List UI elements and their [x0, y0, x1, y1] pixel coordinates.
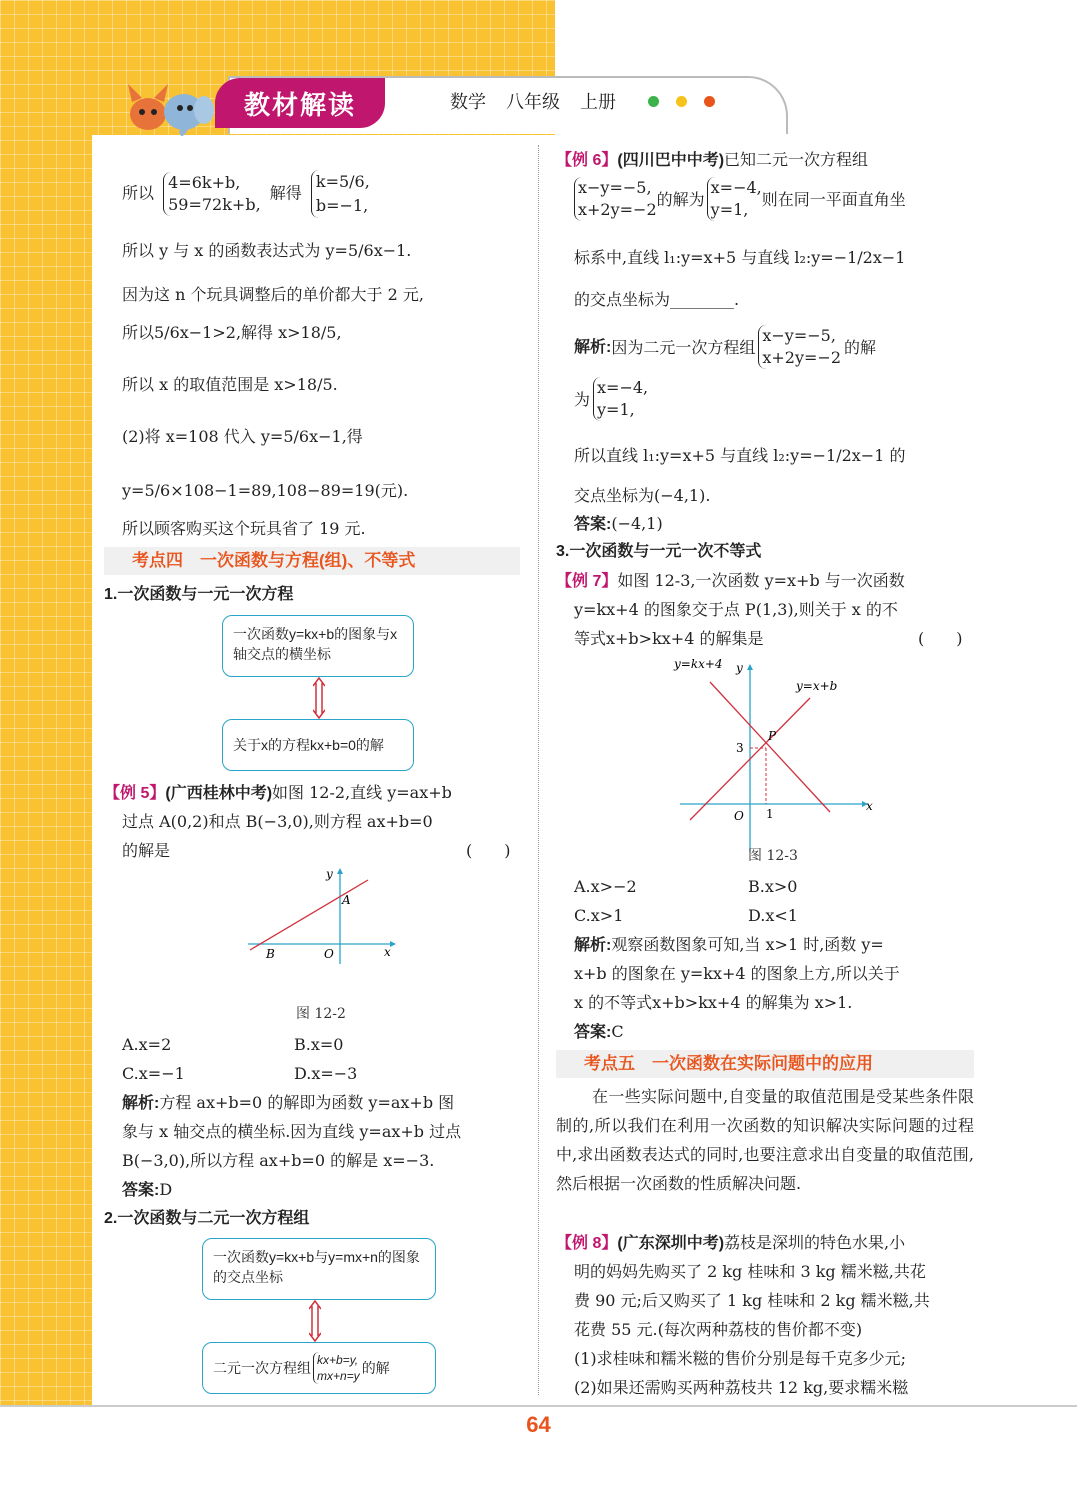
text: 的解为	[656, 189, 705, 209]
tick-1-label: 1	[766, 807, 774, 821]
text: 为	[574, 389, 591, 409]
tick-3-label: 3	[736, 741, 744, 755]
example-5-answer	[104, 1175, 172, 1205]
example-5-analysis-1	[104, 1088, 454, 1118]
red-dot-icon	[704, 96, 715, 107]
example-8-line-2: 明的妈妈先购买了 2 kg 桂味和 3 kg 糯米糍,共花	[574, 1262, 926, 1281]
solution-line-3: 因为这 n 个玩具调整后的单价都大于 2 元,	[122, 285, 424, 304]
subject-label: 数学	[450, 92, 486, 112]
example-5-analysis-3: B(−3,0),所以方程 ax+b=0 的解是 x=−3.	[122, 1151, 435, 1170]
example-7-answer	[556, 1017, 624, 1047]
analysis-label: 解析:	[574, 937, 612, 954]
point-a-label: A	[342, 893, 351, 907]
option-b: B.x>0	[748, 877, 798, 896]
text: 荔枝是深圳的特色水果,小	[724, 1233, 906, 1252]
solution-line-5: 所以 x 的取值范围是 x>18/5.	[122, 375, 338, 394]
yellow-dot-icon	[676, 96, 687, 107]
example-source: (四川巴中中考)	[617, 152, 725, 169]
example-source: (广东深圳中考)	[617, 1235, 725, 1252]
answer-label: 答案:	[574, 516, 612, 533]
figure-12-2	[240, 860, 400, 970]
green-dot-icon	[648, 96, 659, 107]
example-8-question-1: (1)求桂味和糯米糍的售价分别是每千克多少元;	[574, 1349, 907, 1368]
example-tag: 【例 7】	[556, 573, 618, 590]
text: 解得	[269, 183, 302, 203]
concept-box-2: 关于x的方程kx+b=0的解	[222, 719, 414, 771]
subheading-3: 3.一次函数与一元一次不等式	[556, 543, 762, 560]
section-heading-4: 考点四 一次函数与方程(组)、不等式	[104, 547, 520, 575]
solution-line-6: (2)将 x=108 代入 y=5/6x−1,得	[122, 427, 363, 446]
mascot-icon	[118, 80, 218, 136]
text: 的解	[361, 1360, 390, 1376]
answer-label: 答案:	[122, 1182, 160, 1199]
option-c: C.x=−1	[122, 1064, 185, 1083]
option-d: D.x<1	[748, 906, 798, 925]
answer-paren: ( )	[918, 629, 963, 648]
system-eq-2: mx+n=y	[317, 1369, 360, 1383]
axis-x-label: x	[866, 799, 873, 813]
text: (−4,1)	[611, 514, 663, 533]
example-6-analysis-2	[556, 377, 648, 421]
solution-line-1	[104, 170, 370, 218]
example-7-analysis-2: x+b 的图象在 y=kx+4 的图象上方,所以关于	[574, 964, 900, 983]
section-badge: 教材解读	[215, 78, 385, 128]
solution-k: k=5/6,	[315, 172, 370, 191]
page-number: 64	[526, 1412, 551, 1437]
example-6-answer	[556, 509, 663, 539]
system-eq-2: x+2y=−2	[578, 200, 657, 219]
text: 则在同一平面直角坐	[761, 189, 906, 209]
double-arrow-icon	[313, 677, 325, 719]
analysis-label: 解析:	[122, 1095, 160, 1112]
section-heading-5: 考点五 一次函数在实际问题中的应用	[556, 1050, 974, 1078]
example-6-line-4: 的交点坐标为________.	[574, 290, 740, 309]
concept-box-4	[202, 1342, 436, 1394]
solution-b: b=−1,	[315, 196, 369, 215]
option-d: D.x=−3	[294, 1064, 358, 1083]
text: 已知二元一次方程组	[724, 150, 869, 169]
answer-label: 答案:	[574, 1024, 612, 1041]
footer-line	[0, 1405, 1077, 1407]
figure-12-2-caption: 图 12-2	[296, 1006, 346, 1022]
concept-box-1: 一次函数y=kx+b的图象与x轴交点的横坐标	[222, 615, 414, 677]
example-7-analysis-1	[556, 930, 884, 960]
subheading-1: 1.一次函数与一元一次方程	[104, 586, 294, 603]
example-8-line-1	[556, 1228, 905, 1258]
point-b-label: B	[266, 947, 275, 961]
side-grid-band	[0, 0, 92, 1405]
example-6-analysis-4: 交点坐标为(−4,1).	[574, 486, 711, 505]
example-7-line-1	[556, 566, 905, 596]
example-source: (广西桂林中考)	[165, 785, 273, 802]
subheading-2: 2.一次函数与二元一次方程组	[104, 1210, 310, 1227]
line-xb-label: y=x+b	[796, 679, 838, 693]
analysis-label: 解析:	[574, 338, 612, 356]
solution-y: y=1,	[597, 400, 635, 419]
solution-line-8: 所以顾客购买这个玩具省了 19 元.	[122, 519, 366, 538]
volume-label: 上册	[580, 92, 616, 112]
text: D	[159, 1180, 173, 1199]
example-tag: 【例 6】	[556, 152, 618, 169]
origin-label: O	[324, 947, 334, 961]
example-8-line-4: 花费 55 元.(每次两种荔枝的售价都不变)	[574, 1320, 863, 1339]
option-c: C.x>1	[574, 906, 624, 925]
text: 如图 12-2,直线 y=ax+b	[272, 783, 452, 802]
text: C	[611, 1022, 624, 1041]
line-kx4-label: y=kx+4	[674, 657, 723, 671]
text: 的解	[844, 337, 877, 357]
example-7-analysis-3: x 的不等式x+b>kx+4 的解集为 x>1.	[574, 993, 853, 1012]
solution-line-4: 所以5/6x−1>2,解得 x>18/5,	[122, 323, 342, 342]
text: 因为二元一次方程组	[611, 337, 756, 357]
concept-box-3: 一次函数y=kx+b与y=mx+n的图象的交点坐标	[202, 1238, 436, 1300]
example-7-line-2: y=kx+4 的图象交于点 P(1,3),则关于 x 的不	[574, 600, 898, 619]
double-arrow-icon	[309, 1300, 321, 1342]
axis-y-label: y	[736, 661, 743, 675]
system-eq-2: x+2y=−2	[762, 348, 841, 367]
option-b: B.x=0	[294, 1035, 344, 1054]
solution-x: x=−4,	[597, 378, 649, 397]
text: 方程 ax+b=0 的解即为函数 y=ax+b 图	[159, 1093, 455, 1112]
axis-x-label: x	[384, 945, 391, 959]
point-p-label: P	[768, 729, 777, 743]
header-dots	[636, 91, 715, 112]
system-eq-2: 59=72k+b,	[168, 195, 261, 214]
solution-x: x=−4,	[710, 178, 762, 197]
solution-y: y=1,	[710, 200, 749, 219]
figure-12-3-caption: 图 12-3	[748, 848, 798, 864]
text: 观察函数图象可知,当 x>1 时,函数 y=	[611, 935, 884, 954]
system-eq-1: kx+b=y,	[317, 1353, 359, 1367]
example-6-analysis-3: 所以直线 l₁:y=x+5 与直线 l₂:y=−1/2x−1 的	[574, 446, 906, 465]
system-eq-1: x−y=−5,	[578, 178, 652, 197]
text: 二元一次方程组	[213, 1360, 311, 1376]
axis-y-label: y	[326, 867, 333, 881]
example-tag: 【例 8】	[556, 1235, 618, 1252]
option-a: A.x>−2	[574, 877, 637, 896]
text: 如图 12-3,一次函数 y=x+b 与一次函数	[617, 571, 905, 590]
column-divider	[538, 145, 539, 1395]
text: 所以	[122, 183, 155, 203]
section-5-intro: 在一些实际问题中,自变量的取值范围是受某些条件限制的,所以我们在利用一次函数的知识解决实际问题的过程中,求出函数表达式的同时,也要注意求出自变量的取值范围,然后根据一次函数的性质解决问题.	[556, 1087, 974, 1193]
option-a: A.x=2	[122, 1035, 172, 1054]
example-8-question-2: (2)如果还需购买两种荔枝共 12 kg,要求糯米糍	[574, 1378, 909, 1397]
example-6-line-1	[556, 145, 868, 175]
solution-line-2: 所以 y 与 x 的函数表达式为 y=5/6x−1.	[122, 241, 412, 260]
header-info	[450, 88, 715, 114]
example-5-line-3: 的解是	[122, 841, 171, 860]
example-6-analysis-1	[556, 325, 876, 369]
solution-line-7: y=5/6×108−1=89,108−89=19(元).	[122, 481, 409, 500]
example-5-line-1	[104, 778, 452, 808]
example-8-line-3: 费 90 元;后又购买了 1 kg 桂味和 2 kg 糯米糍,共	[574, 1291, 930, 1310]
figure-12-3	[670, 652, 880, 862]
example-6-line-3: 标系中,直线 l₁:y=x+5 与直线 l₂:y=−1/2x−1	[574, 248, 906, 267]
grade-label: 八年级	[506, 92, 560, 112]
example-tag: 【例 5】	[104, 785, 166, 802]
example-6-line-2	[556, 177, 906, 221]
example-7-line-3: 等式x+b>kx+4 的解集是	[574, 629, 764, 648]
origin-label: O	[734, 809, 744, 823]
example-5-analysis-2: 象与 x 轴交点的横坐标.因为直线 y=ax+b 过点	[122, 1122, 462, 1141]
answer-paren: ( )	[466, 841, 511, 860]
system-eq-1: x−y=−5,	[762, 326, 836, 345]
example-5-line-2: 过点 A(0,2)和点 B(−3,0),则方程 ax+b=0	[122, 812, 433, 831]
system-eq-1: 4=6k+b,	[168, 173, 241, 192]
